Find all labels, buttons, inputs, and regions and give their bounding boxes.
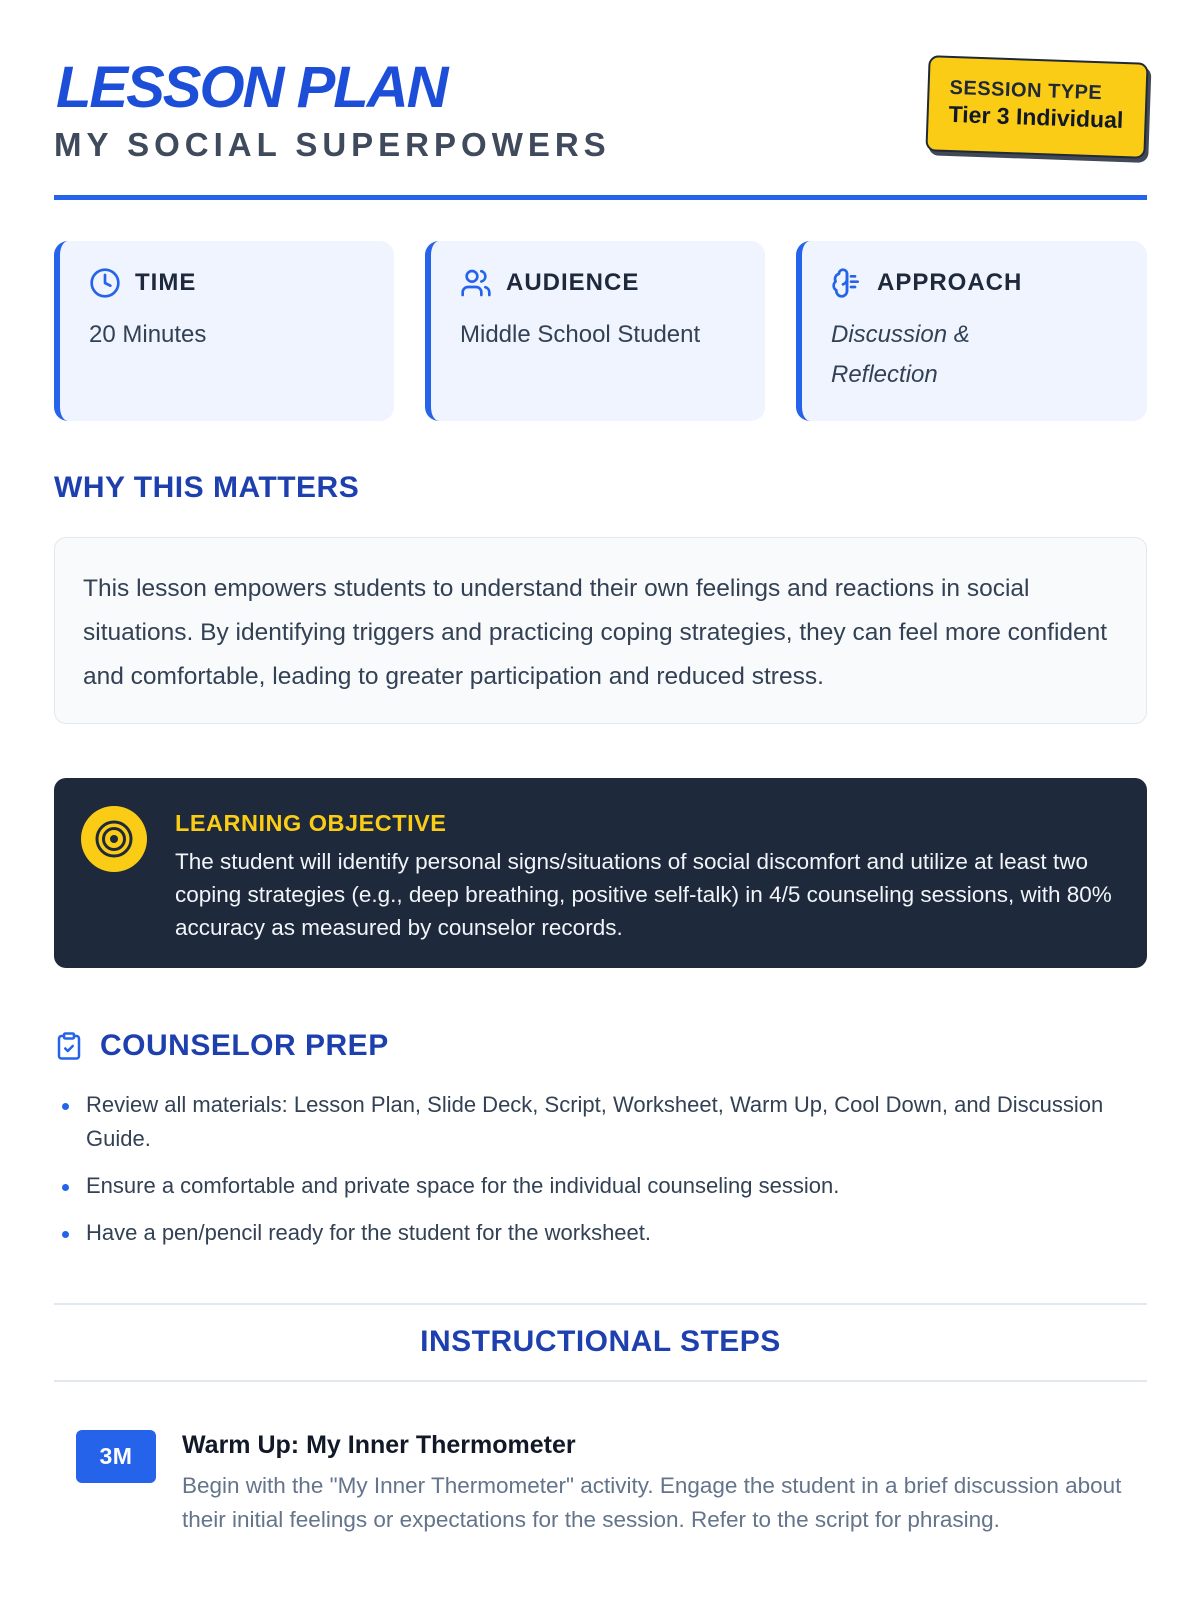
header bbox=[54, 55, 1147, 205]
approach-label: APPROACH bbox=[877, 269, 1023, 296]
clock-icon bbox=[89, 267, 121, 299]
page-subtitle: MY SOCIAL SUPERPOWERS bbox=[54, 126, 611, 163]
prep-item: Ensure a comfortable and private space for the individual counseling session. bbox=[62, 1169, 1122, 1203]
info-cards bbox=[54, 241, 1147, 421]
steps-heading: INSTRUCTIONAL STEPS bbox=[420, 1325, 781, 1358]
audience-value: Middle School Student bbox=[460, 321, 701, 348]
target-icon-svg bbox=[81, 806, 147, 872]
approach-card bbox=[796, 241, 1147, 421]
steps-divider-top bbox=[54, 1303, 1147, 1305]
session-type-badge bbox=[925, 55, 1148, 159]
time-value: 20 Minutes bbox=[89, 321, 207, 348]
audience-card bbox=[425, 241, 765, 421]
session-type-value: Tier 3 Individual bbox=[948, 100, 1124, 134]
prep-list bbox=[62, 1088, 1122, 1263]
step-title: Warm Up: My Inner Thermometer bbox=[182, 1431, 576, 1459]
header-divider bbox=[54, 195, 1147, 200]
why-box: This lesson empowers students to understand their own feelings and reactions in social situations. By identifying triggers and practicing coping strategies, they can feel more confident and comfortable, leading to greater participation and reduced stress. bbox=[54, 537, 1147, 724]
audience-label: AUDIENCE bbox=[506, 269, 640, 296]
prep-item: Review all materials: Lesson Plan, Slide Deck, Script, Worksheet, Warm Up, Cool Down, and Discussion Guide. bbox=[62, 1088, 1122, 1156]
clipboard-check-icon bbox=[54, 1029, 84, 1063]
steps-divider-bottom bbox=[54, 1380, 1147, 1382]
prep-heading bbox=[54, 1026, 389, 1066]
step-duration-badge: 3M bbox=[76, 1430, 156, 1483]
step-item bbox=[54, 1422, 1147, 1542]
objective-box bbox=[54, 778, 1147, 968]
lesson-plan-page bbox=[54, 0, 1147, 1600]
page-title: LESSON PLAN bbox=[56, 55, 447, 120]
step-text: Begin with the "My Inner Thermometer" activity. Engage the student in a brief discussion about their initial feelings or expectations for the session. Refer to the script for phrasing. bbox=[182, 1473, 1122, 1532]
target-icon bbox=[81, 806, 147, 872]
objective-text: The student will identify personal signs/situations of social discomfort and utilize at least two coping strategies (e.g., deep breathing, positive self-talk) in 4/5 counseling sessions, with 80% accuracy as measured by counselor records. bbox=[175, 849, 1112, 940]
brain-icon bbox=[831, 267, 863, 299]
why-heading: WHY THIS MATTERS bbox=[54, 471, 360, 504]
time-label: TIME bbox=[135, 269, 197, 296]
session-type-label: SESSION TYPE bbox=[949, 76, 1103, 105]
prep-item: Have a pen/pencil ready for the student for the worksheet. bbox=[62, 1216, 1122, 1250]
time-card bbox=[54, 241, 394, 421]
users-icon bbox=[460, 267, 492, 299]
prep-heading-text: COUNSELOR PREP bbox=[100, 1029, 389, 1062]
approach-value: Discussion & Reflection bbox=[831, 321, 970, 388]
objective-heading: LEARNING OBJECTIVE bbox=[175, 810, 447, 836]
